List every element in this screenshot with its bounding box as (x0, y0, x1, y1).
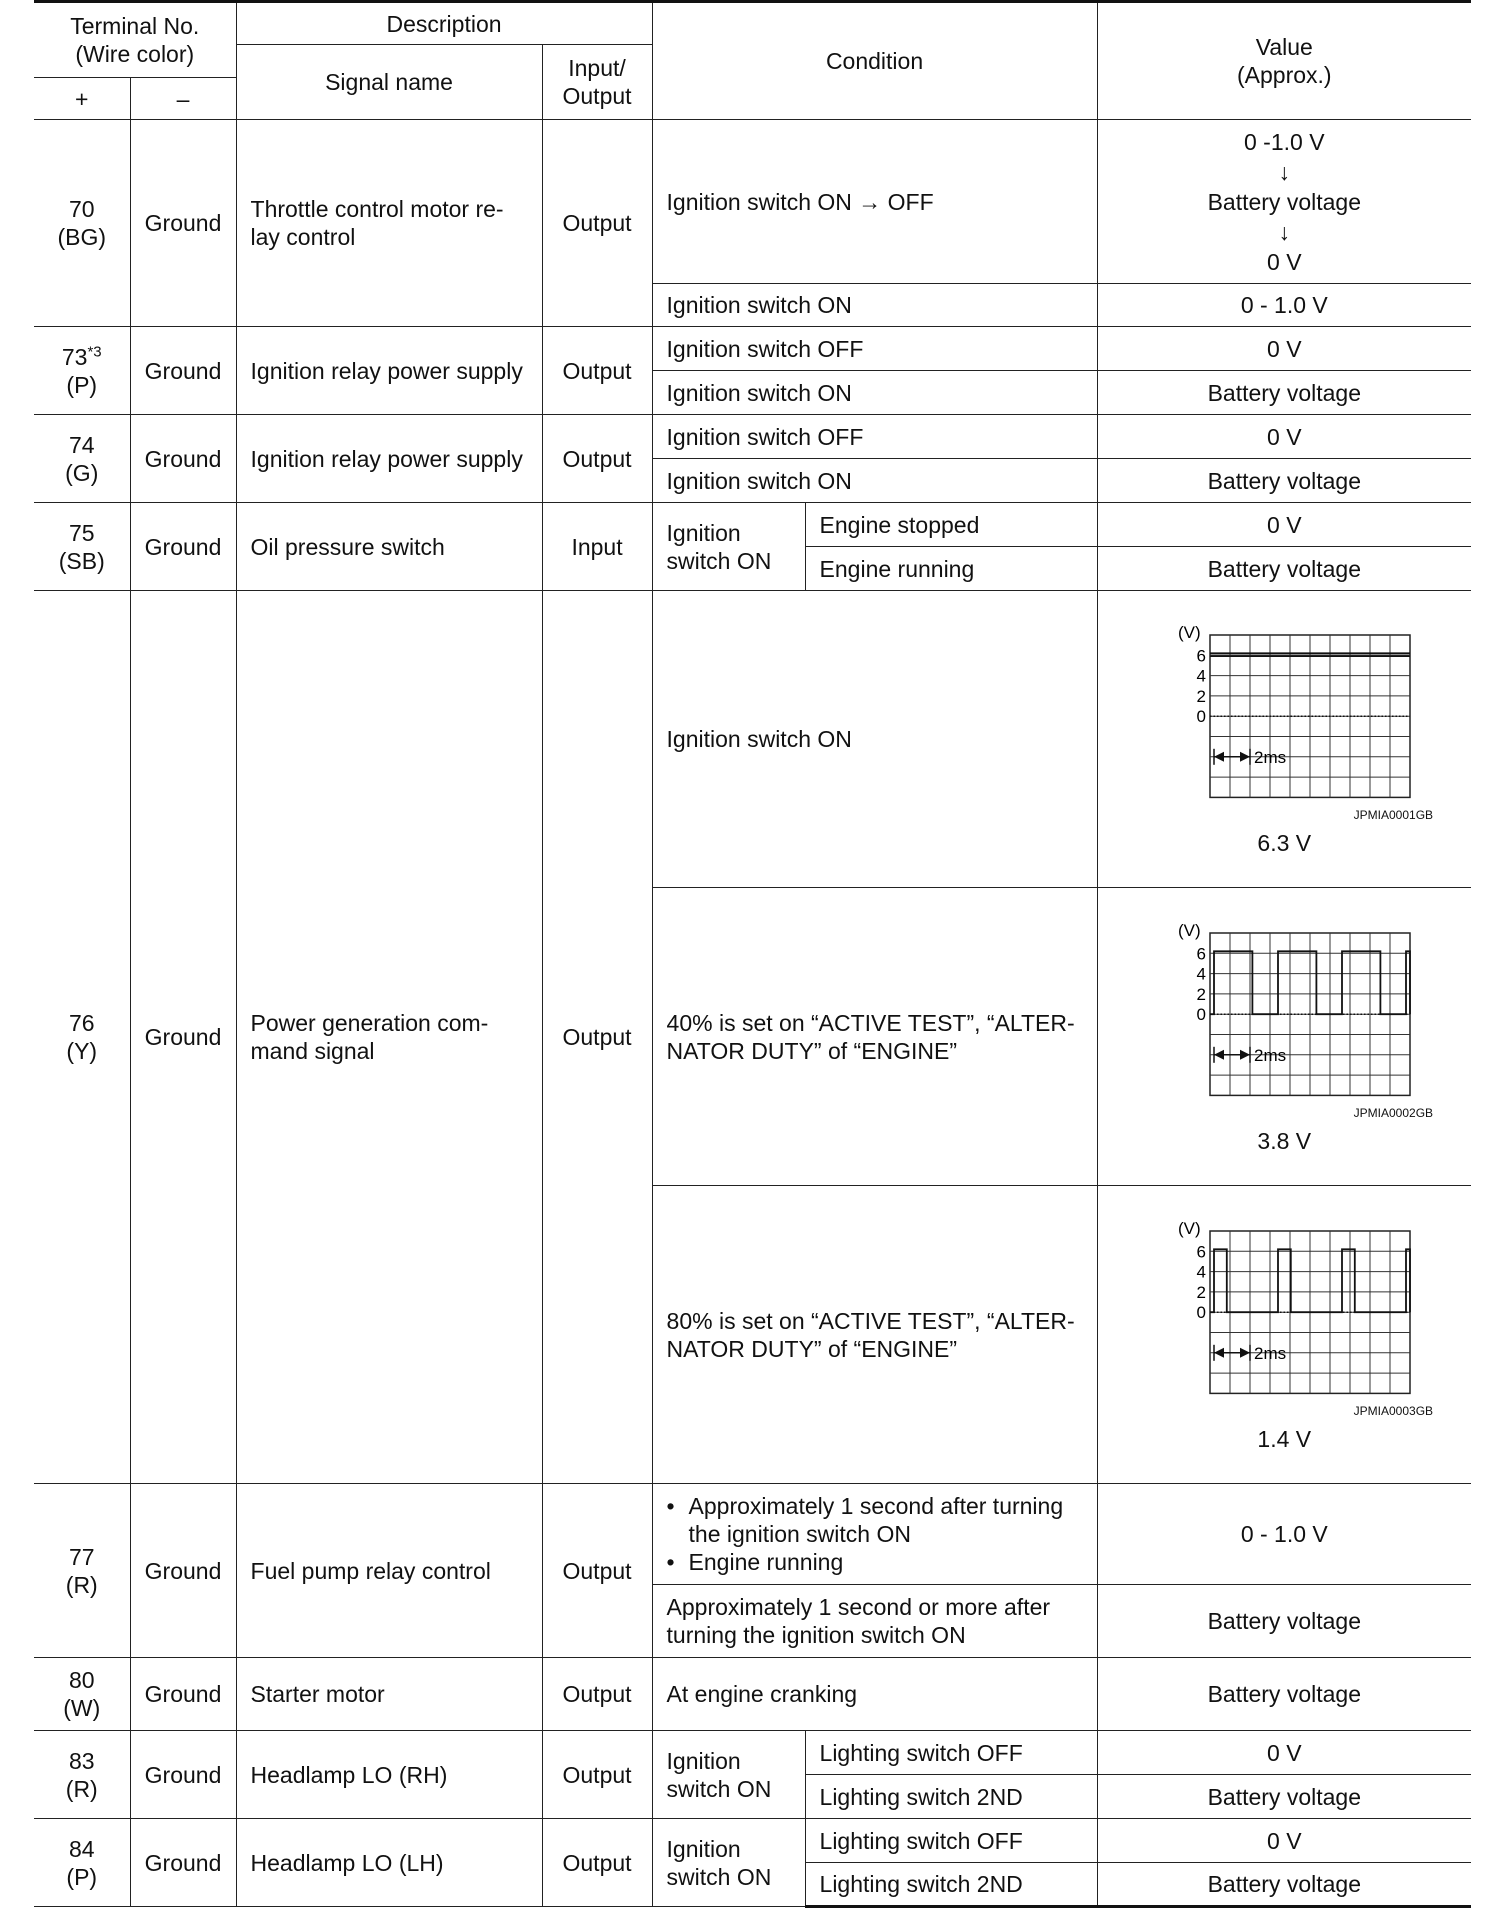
condition-sub-cell: Lighting switch 2ND (805, 1863, 1097, 1907)
condition-line-1: 40% is set on “ACTIVE TEST”, “ALTER- (666, 1009, 1075, 1036)
condition-main-line-1: Ignition (666, 519, 741, 546)
waveform-cell (1097, 1186, 1471, 1484)
header-signal-name: Signal name (236, 45, 542, 120)
condition-sub-cell: Engine stopped (805, 503, 1097, 547)
ground-cell: Ground (130, 1484, 236, 1658)
value-cell: 0 V (1097, 503, 1471, 547)
condition-cell: Ignition switch OFF (652, 415, 1097, 459)
io-cell: Output (542, 591, 652, 1484)
header-input-output (542, 45, 652, 120)
condition-main-line-2: switch ON (666, 547, 772, 574)
wire-color: (W) (63, 1695, 101, 1721)
value-cell: 0 V (1097, 415, 1471, 459)
condition-main-cell (652, 1731, 805, 1819)
table-row-74a (34, 415, 1471, 459)
ground-cell: Ground (130, 1731, 236, 1819)
value-cell: Battery voltage (1097, 1863, 1471, 1907)
terminal-cell (34, 503, 130, 591)
terminal-spec-table (34, 0, 1471, 1908)
bullet-item (667, 1492, 1083, 1548)
signal-name-line-1: Throttle control motor re- (250, 196, 504, 222)
waveform-value: 1.4 V (1257, 1425, 1312, 1452)
waveform-graph (1154, 1219, 1414, 1403)
value-cell: 0 V (1097, 327, 1471, 371)
ground-cell: Ground (130, 415, 236, 503)
terminal-number: 74 (68, 431, 95, 458)
io-cell: Output (542, 1484, 652, 1658)
wire-color: (BG) (57, 224, 107, 250)
header-terminal-label: Terminal No. (70, 13, 200, 39)
graph-unit-label: (V) (1178, 920, 1201, 940)
header-condition: Condition (652, 2, 1097, 120)
signal-name-cell: Fuel pump relay control (236, 1484, 542, 1658)
waveform-graph (1154, 623, 1414, 807)
graph-unit-label: (V) (1178, 623, 1201, 642)
bullet-icon: • (666, 1549, 675, 1575)
condition-sub-cell: Engine running (805, 547, 1097, 591)
graph-tick-label: 6 (1196, 943, 1207, 963)
signal-name-line-2: mand signal (250, 1038, 375, 1064)
value-line: 0 -1.0 V (1244, 128, 1325, 155)
waveform-cell (1097, 888, 1471, 1186)
table-row-76a (34, 591, 1471, 888)
io-cell: Output (542, 120, 652, 327)
ground-cell: Ground (130, 1658, 236, 1731)
value-cell: 0 - 1.0 V (1097, 284, 1471, 327)
table-row-73a (34, 327, 1471, 371)
ground-cell: Ground (130, 503, 236, 591)
io-cell: Output (542, 1731, 652, 1819)
condition-cell (652, 1484, 1097, 1585)
header-value (1097, 2, 1471, 120)
condition-cell (652, 1585, 1097, 1658)
graph-tick-label: 4 (1196, 964, 1207, 984)
terminal-cell (34, 327, 130, 415)
condition-cell (652, 1186, 1097, 1484)
wire-color: (P) (66, 1863, 98, 1890)
bullet-text (689, 1492, 1064, 1548)
condition-sub-cell: Lighting switch OFF (805, 1819, 1097, 1863)
graph-tick-label: 2 (1196, 1282, 1207, 1302)
condition-main-line-1: Ignition (666, 1747, 741, 1774)
terminal-number: 76 (68, 1010, 95, 1036)
wire-color: (SB) (58, 547, 105, 574)
signal-name-line-1: Power generation com- (250, 1010, 489, 1036)
waveform-box (1102, 921, 1468, 1155)
time-scale-label: 2ms (1254, 1343, 1287, 1363)
condition-main-line-1: Ignition (666, 1835, 741, 1862)
value-cell (1097, 120, 1471, 284)
signal-name-cell: Ignition relay power supply (236, 327, 542, 415)
signal-name-cell: Ignition relay power supply (236, 415, 542, 503)
wire-color: (Y) (66, 1038, 98, 1064)
figure-code: JPMIA0002GB (1353, 1105, 1434, 1120)
condition-line-1: Approximately 1 second or more after (666, 1594, 1051, 1620)
value-line: 0 V (1267, 248, 1302, 275)
waveform-graph (1154, 921, 1414, 1105)
header-value-label: Value (1255, 34, 1313, 60)
value-cell: Battery voltage (1097, 1585, 1471, 1658)
value-cell: Battery voltage (1097, 371, 1471, 415)
condition-cell: At engine cranking (652, 1658, 1097, 1731)
table-row-84a (34, 1819, 1471, 1863)
condition-cell (652, 888, 1097, 1186)
io-cell: Output (542, 327, 652, 415)
condition-line-2: turning the ignition switch ON (666, 1622, 966, 1648)
condition-cell: Ignition switch ON (652, 371, 1097, 415)
io-cell: Output (542, 1819, 652, 1907)
graph-tick-label: 4 (1196, 666, 1207, 686)
graph-tick-label: 0 (1196, 1302, 1207, 1322)
signal-name-cell: Headlamp LO (RH) (236, 1731, 542, 1819)
terminal-cell (34, 1819, 130, 1907)
table-row-77a (34, 1484, 1471, 1585)
terminal-number (48, 343, 116, 371)
graph-tick-label: 6 (1196, 646, 1207, 666)
bullet-text-line-1: Approximately 1 second after turning (688, 1493, 1064, 1519)
waveform-value: 6.3 V (1257, 830, 1312, 856)
signal-name-cell: Headlamp LO (LH) (236, 1819, 542, 1907)
graph-tick-label: 0 (1196, 1004, 1207, 1024)
waveform-box (1102, 623, 1468, 857)
condition-main-line-2: switch ON (666, 1863, 772, 1890)
waveform-value: 3.8 V (1257, 1127, 1312, 1154)
header-description: Description (236, 2, 652, 45)
signal-name-cell: Oil pressure switch (236, 503, 542, 591)
value-cell: Battery voltage (1097, 1775, 1471, 1819)
time-scale-label: 2ms (1254, 747, 1287, 767)
terminal-number: 75 (68, 519, 95, 546)
terminal-spec-page (34, 0, 1471, 1908)
bullet-item (667, 1548, 1083, 1576)
terminal-cell (34, 120, 130, 327)
figure-code: JPMIA0001GB (1353, 808, 1434, 822)
value-cell: Battery voltage (1097, 459, 1471, 503)
terminal-cell (34, 1484, 130, 1658)
io-cell: Output (542, 1658, 652, 1731)
header-wire-color-label: (Wire color) (75, 41, 195, 67)
value-cell: 0 - 1.0 V (1097, 1484, 1471, 1585)
signal-name-cell: Starter motor (236, 1658, 542, 1731)
header-approx-label: (Approx.) (1236, 62, 1332, 88)
wire-color: (P) (66, 371, 98, 398)
header-plus: + (34, 78, 130, 120)
value-cell: Battery voltage (1097, 547, 1471, 591)
bullet-text-line-2: the ignition switch ON (688, 1521, 911, 1547)
down-arrow-icon: ↓ (1278, 158, 1291, 185)
condition-line-2: NATOR DUTY” of “ENGINE” (666, 1335, 958, 1362)
ground-cell: Ground (130, 591, 236, 1484)
io-cell: Output (542, 415, 652, 503)
condition-line-2: NATOR DUTY” of “ENGINE” (666, 1037, 958, 1064)
terminal-cell (34, 415, 130, 503)
waveform-cell (1097, 591, 1471, 888)
value-cell: 0 V (1097, 1819, 1471, 1863)
condition-cell: Ignition switch ON (652, 459, 1097, 503)
signal-name-cell (236, 120, 542, 327)
condition-main-line-2: switch ON (666, 1775, 772, 1802)
footnote-marker: *3 (87, 342, 102, 360)
condition-sub-cell: Lighting switch OFF (805, 1731, 1097, 1775)
header-row-1 (34, 2, 1471, 45)
header-io-label-2: Output (562, 83, 632, 109)
terminal-cell (34, 1731, 130, 1819)
waveform-box (1102, 1219, 1468, 1453)
table-row-83a (34, 1731, 1471, 1775)
figure-code: JPMIA0003GB (1353, 1403, 1434, 1418)
graph-unit-label: (V) (1178, 1218, 1201, 1238)
terminal-number: 84 (68, 1835, 95, 1862)
ground-cell: Ground (130, 120, 236, 327)
graph-tick-label: 6 (1196, 1241, 1207, 1261)
ground-cell: Ground (130, 327, 236, 415)
header-minus: – (130, 78, 236, 120)
graph-tick-label: 0 (1196, 707, 1207, 727)
wire-color: (R) (65, 1775, 98, 1802)
wire-color: (R) (65, 1571, 98, 1598)
signal-name-cell (236, 591, 542, 1484)
condition-cell: Ignition switch ON (652, 591, 1097, 888)
header-terminal-no (34, 2, 236, 78)
value-cell: Battery voltage (1097, 1658, 1471, 1731)
ground-cell: Ground (130, 1819, 236, 1907)
bullet-icon: • (666, 1493, 675, 1519)
terminal-cell (34, 1658, 130, 1731)
wire-color: (G) (65, 459, 99, 486)
condition-line-1: 80% is set on “ACTIVE TEST”, “ALTER- (666, 1307, 1075, 1334)
condition-cell: Ignition switch OFF (652, 327, 1097, 371)
terminal-number: 83 (68, 1747, 95, 1774)
condition-cell: Ignition switch ON (652, 284, 1097, 327)
graph-tick-label: 2 (1196, 686, 1207, 706)
table-row-80 (34, 1658, 1471, 1731)
table-row-70a (34, 120, 1471, 284)
down-arrow-icon: ↓ (1278, 218, 1291, 245)
terminal-number: 77 (68, 1543, 95, 1570)
terminal-number-text: 73 (61, 343, 88, 370)
bullet-text: Engine running (688, 1549, 844, 1575)
io-cell: Input (542, 503, 652, 591)
condition-main-cell (652, 503, 805, 591)
condition-cell: Ignition switch ON → OFF (652, 120, 1097, 284)
terminal-number: 70 (68, 196, 95, 222)
signal-name-line-2: lay control (250, 224, 356, 250)
condition-sub-cell: Lighting switch 2ND (805, 1775, 1097, 1819)
graph-tick-label: 4 (1196, 1262, 1207, 1282)
value-line: Battery voltage (1207, 188, 1361, 215)
terminal-cell (34, 591, 130, 1484)
time-scale-label: 2ms (1254, 1045, 1287, 1065)
header-io-label-1: Input/ (568, 55, 626, 81)
condition-main-cell (652, 1819, 805, 1907)
graph-tick-label: 2 (1196, 984, 1207, 1004)
table-row-75a (34, 503, 1471, 547)
terminal-number: 80 (68, 1667, 95, 1693)
value-cell: 0 V (1097, 1731, 1471, 1775)
